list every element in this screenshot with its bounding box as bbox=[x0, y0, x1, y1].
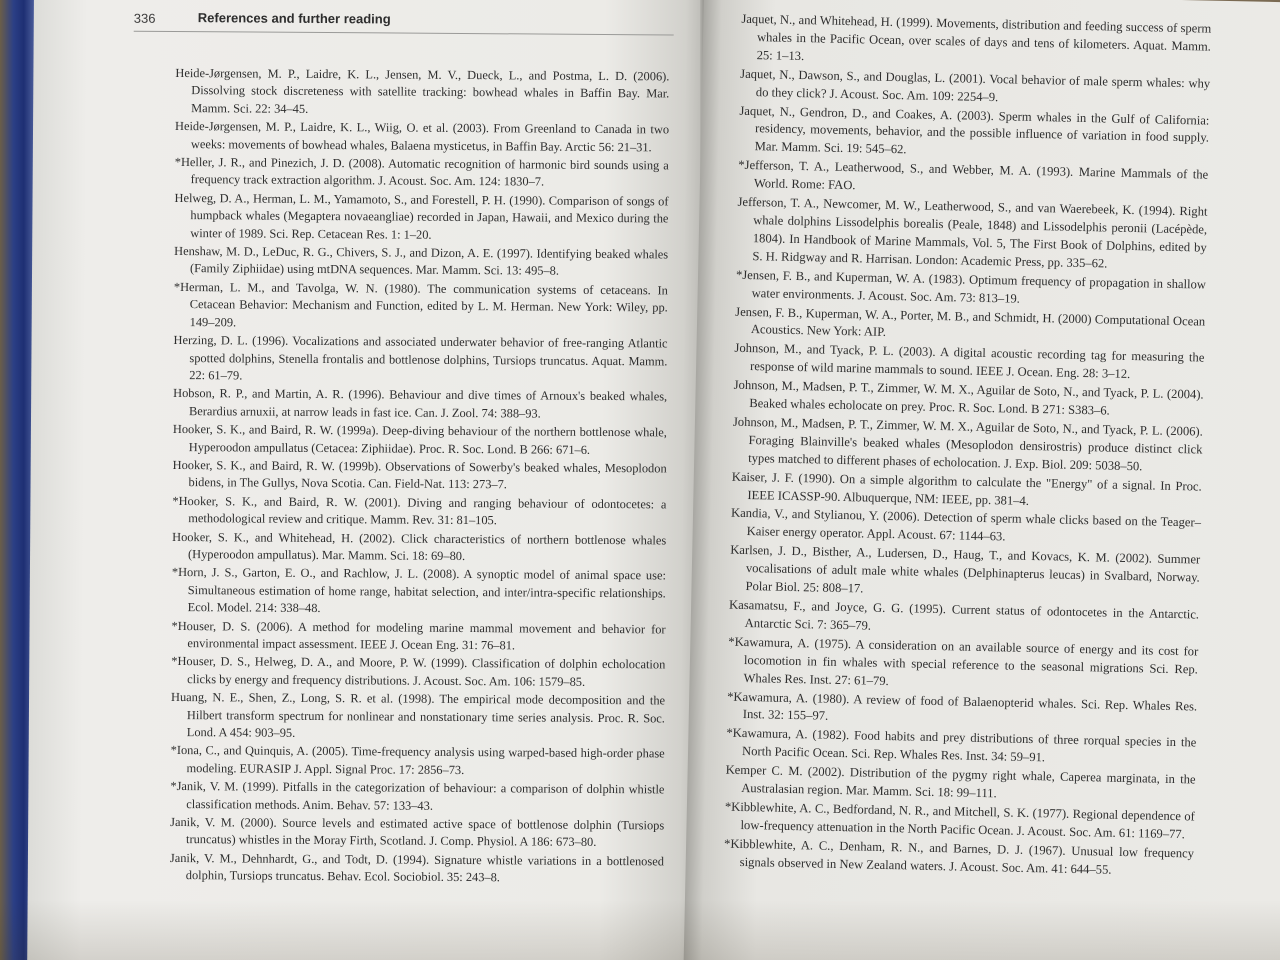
reference-entry: Jaquet, N., Gendron, D., and Coakes, A. (2003). Sperm whales in the Gulf of California: residency, movements, behavior, and the possible influence of variation in food supply. Mar. Mamm. Sci. 19: 545–62. bbox=[739, 103, 1210, 157]
reference-entry: Hooker, S. K., and Baird, R. W. (1999b). Observations of Sowerby's beaked whales, Mesoplodon bidens, in The Gullys, Nova Scotia. Can. Field-Nat. 113: 273–7. bbox=[172, 457, 667, 492]
reference-entry: Jefferson, T. A., Newcomer, M. W., Leatherwood, S., and van Waerebeek, K. (1994). Right whale dolphins Lissodelphis borealis (Peale, 1848) and Lissodelphis peronii (Lacépède, 1804). In Handbook of Marine Mammals, Vol. 5, The First Book of Dolphins, edited by S. H. Ridgway and R. Harrisan. London: Academic Press, pp. 335–62. bbox=[737, 194, 1208, 271]
reference-entry: Jaquet, N., Dawson, S., and Douglas, L. (2001). Vocal behavior of male sperm whales: why do they click? J. Acoust. Soc. Am. 109: 2254–9. bbox=[740, 66, 1211, 104]
reference-entry: Hooker, S. K., and Whitehead, H. (2002). Click characteristics of northern bottlenose whales (Hyperoodon ampullatus). Mar. Mamm. Sci. 18: 69–80. bbox=[172, 529, 667, 563]
reference-entry: *Kibblewhite, A. C., Bedfordand, N. R., and Mitchell, S. K. (1977). Regional dependence of low-frequency attenuation in the North Pacific Ocean. J. Acoust. Soc. Am. 61: 1169–77. bbox=[724, 799, 1195, 842]
reference-entry: Johnson, M., Madsen, P. T., Zimmer, W. M. X., Aguilar de Soto, N., and Tyack, P. L. (2004). Beaked whales echolocate on prey. Proc. R. Soc. Lond. B 271: S383–6. bbox=[733, 377, 1204, 418]
reference-entry: *Jensen, F. B., and Kuperman, W. A. (1983). Optimum frequency of propagation in shallow water environments. J. Acoust. Soc. Am. 73: 813–19. bbox=[735, 267, 1207, 306]
reference-entry: Helweg, D. A., Herman, L. M., Yamamoto, S., and Forestell, P. H. (1990). Comparison of songs of humpback whales (Megaptera novaeangliae) recorded in Japan, Hawaii, and Mexico during the winter of 1989. Sci. Rep. Cetacean Res. 1: 1–20. bbox=[174, 190, 669, 242]
reference-entry: Jensen, F. B., Kuperman, W. A., Porter, M. B., and Schmidt, H. (2000) Computational Ocean Acoustics. New York: AIP. bbox=[735, 304, 1206, 340]
reference-entry: *Houser, D. S. (2006). A method for modeling marine mammal movement and behavior for environmental impact assessment. IEEE J. Ocean Eng. 31: 76–81. bbox=[171, 618, 666, 653]
reference-entry: Jaquet, N., and Whitehead, H. (1999). Movements, distribution and feeding success of sperm whales in the Pacific Ocean, over scales of days and tens of kilometers. Aquat. Mamm. 25: 1–13. bbox=[741, 11, 1212, 63]
reference-entry: *Jefferson, T. A., Leatherwood, S., and Webber, M. A. (1993). Marine Mammals of the World. Rome: FAO. bbox=[738, 158, 1209, 193]
reference-entry: Janik, V. M., Dehnhardt, G., and Todt, D. (1994). Signature whistle variations in a bottlenosed dolphin, Tursiops truncatus. Behav. Ecol. Sociobiol. 35: 243–8. bbox=[169, 850, 664, 885]
section-title: References and further reading bbox=[197, 10, 391, 27]
reference-entry: Kandia, V., and Stylianou, Y. (2006). Detection of sperm whale clicks based on the Teager–Kaiser energy operator. Appl. Acoust. 67: 1144–63. bbox=[730, 506, 1202, 544]
reference-entry: *Herman, L. M., and Tavolga, W. N. (1980). The communication systems of cetaceans. In Cetacean Behavior: Mechanism and Function, edited by L. M. Herman. New York: Wiley, pp. 149–209. bbox=[173, 279, 668, 330]
reference-entry: Kemper C. M. (2002). Distribution of the pygmy right whale, Caperea marginata, in the Australasian region. Mar. Mamm. Sci. 18: 99–111. bbox=[725, 762, 1196, 801]
reference-entry: Huang, N. E., Shen, Z., Long, S. R. et al. (1998). The empirical mode decomposition and the Hilbert transform spectrum for nonlinear and nonstationary time series analysis. Proc. R. Soc. Lond. A 454: 903–95. bbox=[171, 690, 666, 740]
page-number: 336 bbox=[133, 10, 156, 26]
reference-list-right bbox=[724, 11, 1212, 882]
reference-entry: Karlsen, J. D., Bisther, A., Ludersen, D., Haug, T., and Kovacs, K. M. (2002). Summer vocalisations of adult male white whales (Delphinapterus leucas) in Svalbard, Norway. Polar Biol. 25: 808–17. bbox=[730, 542, 1201, 596]
reference-entry: Hobson, R. P., and Martin, A. R. (1996). Behaviour and dive times of Arnoux's beaked whales, Berardius arnuxii, at narrow leads in fast ice. Can. J. Zool. 74: 388–93. bbox=[173, 386, 668, 421]
reference-entry: *Kawamura, A. (1980). A review of food of Balaenopterid whales. Sci. Rep. Whales Res. Inst. 32: 155–97. bbox=[727, 689, 1198, 724]
reference-entry: Janik, V. M. (2000). Source levels and estimated active space of bottlenose dolphin (Tursiops truncatus) whistles in the Moray Firth, Scotland. J. Comp. Physiol. A 186: 673–80. bbox=[170, 815, 665, 850]
reference-entry: *Iona, C., and Quinquis, A. (2005). Time-frequency analysis using warped-based high-order phase modeling. EURASIP J. Appl. Signal Proc. 17: 2856–73. bbox=[170, 743, 665, 777]
reference-entry: *Kibblewhite, A. C., Denham, R. N., and Barnes, D. J. (1967). Unusual low frequency signals observed in New Zealand waters. J. Acoust. Soc. Am. 41: 644–55. bbox=[723, 836, 1195, 877]
reference-entry: Kaiser, J. F. (1990). On a simple algorithm to calculate the "Energy" of a signal. In Proc. IEEE ICASSP-90. Albuquerque, NM: IEEE, pp. 381–4. bbox=[731, 469, 1202, 508]
reference-entry: Heide-Jørgensen, M. P., Laidre, K. L., Wiig, O. et al. (2003). From Greenland to Canada in two weeks: movements of bowhead whales, Balaena mysticetus, in Baffin Bay. Arctic 56: 21–31. bbox=[175, 119, 670, 154]
reference-entry: Hooker, S. K., and Baird, R. W. (1999a). Deep-diving behaviour of the northern bottlenose whale, Hyperoodon ampullatus (Cetacea: Ziphiidae). Proc. R. Soc. Lond. B 266: 671–6. bbox=[172, 422, 667, 457]
running-head bbox=[134, 7, 674, 36]
right-page bbox=[683, 0, 1280, 960]
reference-list-left bbox=[170, 65, 670, 889]
reference-entry: *Horn, J. S., Garton, E. O., and Rachlow, J. L. (2008). A synoptic model of animal space use: Simultaneous estimation of home range, habitat selection, and inter/intra-specific relationships. Ecol. Model. 214: 338–48. bbox=[171, 565, 666, 616]
reference-entry: Johnson, M., Madsen, P. T., Zimmer, W. M. X., Aguilar de Soto, N., and Tyack, P. L. (2006). Foraging Blainville's beaked whales (Mesoplodon densirostris) produce distinct click types matched to different phases of echolocation. J. Exp. Biol. 209: 5038–50. bbox=[732, 414, 1204, 474]
reference-entry: Henshaw, M. D., LeDuc, R. G., Chivers, S. J., and Dizon, A. E. (1997). Identifying beaked whales (Family Ziphiidae) using mtDNA sequences. Mar. Mamm. Sci. 13: 495–8. bbox=[174, 244, 669, 279]
reference-entry: Heide-Jørgensen, M. P., Laidre, K. L., Jensen, M. V., Dueck, L., and Postma, L. D. (2006). Dissolving stock discreteness with satellite tracking: bowhead whales in Baffin Bay. Mar. Mamm. Sci. 22: 34–45. bbox=[175, 65, 670, 116]
reference-entry: *Heller, J. R., and Pinezich, J. D. (2008). Automatic recognition of harmonic bird sounds using a frequency track extraction algorithm. J. Acoust. Soc. Am. 124: 1830–7. bbox=[174, 155, 669, 190]
reference-entry: *Hooker, S. K., and Baird, R. W. (2001). Diving and ranging behaviour of odontocetes: a methodological review and critique. Mamm. Rev. 31: 81–105. bbox=[172, 493, 667, 528]
reference-entry: *Kawamura, A. (1982). Food habits and prey distributions of three rorqual species in the North Pacific Ocean. Sci. Rep. Whales Res. Inst. 34: 59–91. bbox=[726, 725, 1197, 765]
reference-entry: Herzing, D. L. (1996). Vocalizations and associated underwater behavior of free-ranging Atlantic spotted dolphins, Stenella frontalis and bottlenose dolphins, Tursiops truncatus. Aquat. Mamm. 22: 61–79. bbox=[173, 333, 668, 383]
reference-entry: *Janik, V. M. (1999). Pitfalls in the categorization of behaviour: a comparison of dolphin whistle classification methods. Anim. Behav. 57: 133–43. bbox=[170, 779, 665, 813]
left-page bbox=[27, 0, 706, 960]
reference-entry: Kasamatsu, F., and Joyce, G. G. (1995). Current status of odontocetes in the Antarctic. Antarctic Sci. 7: 365–79. bbox=[728, 597, 1200, 633]
reference-entry: *Houser, D. S., Helweg, D. A., and Moore, P. W. (1999). Classification of dolphin echolocation clicks by energy and frequency distributions. J. Acoust. Soc. Am. 106: 1579–85. bbox=[171, 654, 666, 689]
reference-entry: Johnson, M., and Tyack, P. L. (2003). A digital acoustic recording tag for measuring the response of wild marine mammals to sound. IEEE J. Ocean. Eng. 28: 3–12. bbox=[734, 341, 1205, 382]
reference-entry: *Kawamura, A. (1975). A consideration on an available source of energy and its cost for locomotion in fin whales with special reference to the seasonal migrations Sci. Rep. Whales Res. Inst. 27: 61–79. bbox=[728, 634, 1199, 688]
